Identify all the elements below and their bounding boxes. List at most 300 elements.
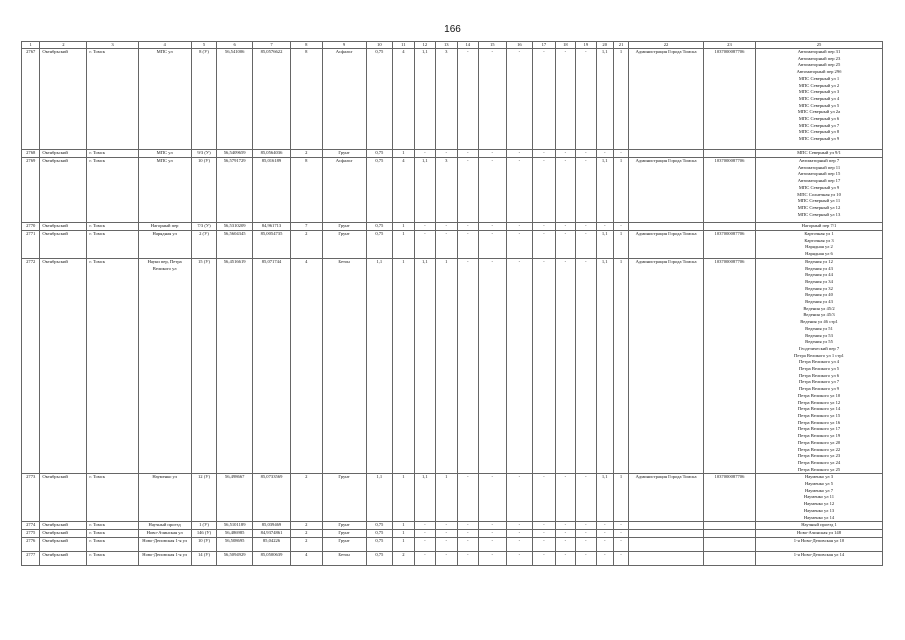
address-item: Нагорный пер 7/1 [801, 223, 837, 228]
column-number: 25 [756, 42, 883, 49]
roads-table [21, 41, 883, 566]
table-cell: - [414, 538, 435, 552]
column-number: 21 [613, 42, 628, 49]
column-number: 9 [322, 42, 366, 49]
table-cell: 1 [393, 258, 414, 474]
column-number: 7 [253, 42, 291, 49]
table-cell: - [555, 474, 575, 522]
table-cell: Нарядная ул [138, 231, 191, 259]
table-cell: Асфальт [322, 49, 366, 150]
address-item: МПС Северный ул 4 [798, 95, 840, 101]
table-cell: - [479, 522, 507, 530]
table-cell: 1 [393, 474, 414, 522]
table-cell: 2 [290, 530, 322, 538]
address-item: Петра Великого ул 24 [797, 459, 841, 465]
table-cell: Научный проезд [138, 522, 191, 530]
table-cell: Октябрьский [40, 474, 87, 522]
table-cell: 56,5604345 [217, 231, 253, 259]
table-cell [703, 538, 755, 552]
table-cell: 85,0054735 [253, 231, 291, 259]
table-cell [703, 150, 755, 158]
table-row [22, 538, 883, 552]
address-item: МПС Северный ул 7 [798, 122, 840, 128]
table-cell: Октябрьский [40, 49, 87, 150]
address-item: Геодезический пер 7 [798, 345, 840, 351]
column-number: 20 [596, 42, 613, 49]
table-cell: - [576, 474, 596, 522]
table-cell: 84,9374861 [253, 530, 291, 538]
table-cell: 56,5310209 [217, 223, 253, 231]
address-item: Петра Великого ул 5 [798, 366, 840, 372]
column-number: 19 [576, 42, 596, 49]
table-cell: - [457, 158, 478, 223]
table-cell: 85,0576622 [253, 49, 291, 150]
table-cell: - [576, 223, 596, 231]
address-item: МПС Северный ул 12 [797, 204, 841, 210]
table-cell: Нагорный пер [138, 223, 191, 231]
table-cell: 1 [393, 522, 414, 530]
table-cell: 1 [613, 49, 628, 150]
table-cell: - [436, 223, 457, 231]
table-cell: 1 (У) [191, 522, 217, 530]
address-item: Ведения ул 34 [805, 278, 833, 284]
table-cell [703, 223, 755, 231]
table-cell: 56,5101189 [217, 522, 253, 530]
table-cell: - [576, 231, 596, 259]
table-cell: - [436, 538, 457, 552]
address-item: Автоматорный пер 15 [797, 171, 841, 177]
address-item: Ведения ул 43 [805, 265, 833, 271]
address-item: Научный проезд 1 [801, 522, 837, 528]
table-cell: - [555, 258, 575, 474]
table-cell: - [457, 522, 478, 530]
table-cell: - [576, 552, 596, 566]
table-cell: 1 [393, 150, 414, 158]
address-item: Ведения ул 40 [805, 292, 833, 298]
address-item: Ведения ул 43 [805, 299, 833, 305]
table-cell: 2 [393, 552, 414, 566]
address-item: Нарядная ул 2 [805, 244, 833, 250]
column-number: 23 [703, 42, 755, 49]
table-cell: 0,75 [366, 522, 393, 530]
table-cell: - [457, 150, 478, 158]
column-number: 4 [138, 42, 191, 49]
address-item: Науменко ул 14 [803, 514, 835, 520]
table-cell [629, 522, 704, 530]
table-cell: 85,0564036 [253, 150, 291, 158]
table-cell: Октябрьский [40, 150, 87, 158]
address-item: МПС Северный ул 3 [798, 89, 840, 95]
table-cell: 1 [613, 158, 628, 223]
column-number: 1 [22, 42, 40, 49]
table-cell: - [576, 158, 596, 223]
table-cell: - [506, 223, 533, 231]
table-cell: 2 [290, 474, 322, 522]
table-cell: - [576, 522, 596, 530]
table-cell: 56,5094929 [217, 552, 253, 566]
table-cell: Ново-Ачинская ул [138, 530, 191, 538]
table-cell: - [613, 223, 628, 231]
table-cell: 1 [613, 231, 628, 259]
table-cell: 85,04226 [253, 538, 291, 552]
table-cell: 1 [613, 258, 628, 474]
table-cell: - [506, 530, 533, 538]
table-cell: - [596, 530, 613, 538]
table-row [22, 150, 883, 158]
address-item: Автоматорный пер 7 [798, 158, 840, 163]
table-cell: - [596, 150, 613, 158]
table-cell: - [533, 231, 555, 259]
address-item: Науменко ул 3 [804, 474, 834, 480]
table-cell: - [555, 150, 575, 158]
table-cell: г. Томск [87, 158, 138, 223]
table-cell: - [613, 530, 628, 538]
column-number: 12 [414, 42, 435, 49]
table-cell: 1,1 [596, 231, 613, 259]
address-item: Петра Великого ул 6 [798, 372, 840, 378]
table-cell: 85,039469 [253, 522, 291, 530]
table-cell: 1,1 [366, 258, 393, 474]
column-number: 11 [393, 42, 414, 49]
table-cell: - [414, 552, 435, 566]
address-list [756, 258, 883, 474]
table-cell: г. Томск [87, 258, 138, 474]
table-cell: 10 (У) [191, 538, 217, 552]
table-row [22, 474, 883, 522]
table-cell: 1 [393, 223, 414, 231]
table-cell: Администрация Города Томска [629, 231, 704, 259]
table-cell: 10 (У) [191, 158, 217, 223]
table-cell: Асфальт [322, 158, 366, 223]
table-cell: - [414, 223, 435, 231]
address-item: 1-я Ново-Деповская ул 10 [793, 538, 845, 544]
table-cell: Октябрьский [40, 223, 87, 231]
table-cell: - [457, 231, 478, 259]
table-cell: - [576, 538, 596, 552]
table-cell: 85,0733569 [253, 474, 291, 522]
table-cell: 0,75 [366, 552, 393, 566]
table-cell: 1,1 [414, 49, 435, 150]
table-cell: - [576, 530, 596, 538]
table-cell: - [436, 522, 457, 530]
address-item: Петра Великого ул 9 [798, 386, 840, 392]
table-cell: 2767 [22, 49, 40, 150]
column-number: 17 [533, 42, 555, 49]
table-cell: - [533, 49, 555, 150]
column-number-row [22, 42, 883, 49]
table-cell: - [555, 538, 575, 552]
table-cell: Бетон [322, 258, 366, 474]
table-cell: 2771 [22, 231, 40, 259]
table-cell: - [555, 231, 575, 259]
column-number: 16 [506, 42, 533, 49]
table-cell: Науменко ул [138, 474, 191, 522]
table-cell: Октябрьский [40, 530, 87, 538]
table-cell: 2776 [22, 538, 40, 552]
table-cell: - [506, 158, 533, 223]
table-cell: - [533, 552, 555, 566]
address-item: Петра Великого ул 22 [797, 446, 841, 452]
table-cell: - [596, 223, 613, 231]
table-cell: - [506, 150, 533, 158]
table-cell: 1,1 [414, 258, 435, 474]
table-cell: МПС ул [138, 49, 191, 150]
table-cell: - [555, 552, 575, 566]
table-cell: г. Томск [87, 552, 138, 566]
address-list [756, 538, 883, 552]
table-cell: - [479, 150, 507, 158]
table-cell: г. Томск [87, 223, 138, 231]
address-list [756, 474, 883, 522]
column-number: 22 [629, 42, 704, 49]
table-cell: - [479, 231, 507, 259]
table-cell: 1,1 [596, 158, 613, 223]
table-cell: 1037000087706 [703, 474, 755, 522]
table-cell: 2773 [22, 474, 40, 522]
table-cell: - [506, 231, 533, 259]
table-cell: Ново-Деповская 1-я ул [138, 552, 191, 566]
table-row [22, 530, 883, 538]
address-item: МПС Северный ул 6 [798, 116, 840, 122]
table-cell: - [506, 522, 533, 530]
table-cell: 4 [290, 552, 322, 566]
table-cell: 1 [393, 530, 414, 538]
table-cell: - [457, 530, 478, 538]
table-cell: г. Томск [87, 231, 138, 259]
address-item: Науменко ул 7 [804, 487, 834, 493]
table-cell: 2769 [22, 158, 40, 223]
address-item: Петра Великого ул 7 [798, 379, 840, 385]
table-cell: 0,75 [366, 150, 393, 158]
table-cell: - [457, 49, 478, 150]
table-cell: 1,1 [596, 49, 613, 150]
table-cell: 1,1 [596, 258, 613, 474]
address-item: МПС Северный ул 9/1 [797, 150, 841, 155]
table-cell [703, 530, 755, 538]
table-cell: - [436, 530, 457, 538]
table-cell: 1 [393, 231, 414, 259]
table-cell: - [479, 223, 507, 231]
table-cell: - [457, 538, 478, 552]
table-cell: 1 [613, 474, 628, 522]
table-cell: Бетон [322, 552, 366, 566]
address-item: Ведения ул 46 стр1 [800, 319, 838, 325]
table-cell: 56,5409659 [217, 150, 253, 158]
address-item: МПС Северный ул 5 [798, 102, 840, 108]
table-cell: Октябрьский [40, 552, 87, 566]
table-cell: 1,1 [596, 474, 613, 522]
table-row [22, 49, 883, 150]
table-cell: Администрация Города Томска [629, 49, 704, 150]
table-cell: 85,071744 [253, 258, 291, 474]
table-cell: 9/3 (У) [191, 150, 217, 158]
table-cell: 56,498667 [217, 474, 253, 522]
table-cell: - [457, 223, 478, 231]
address-item: Автоматорный пер 11 [797, 164, 841, 170]
address-item: Ведения ул 12 [805, 258, 833, 264]
address-item: МПС Солнечная ул 10 [797, 191, 841, 197]
address-item: Ведения ул 55 [805, 339, 833, 345]
table-cell: - [479, 49, 507, 150]
table-cell: - [436, 231, 457, 259]
column-number: 18 [555, 42, 575, 49]
table-cell: Грунт [322, 474, 366, 522]
table-cell: - [436, 150, 457, 158]
table-cell: 8 [290, 49, 322, 150]
table-cell: 0,75 [366, 231, 393, 259]
table-cell: МПС ул [138, 150, 191, 158]
table-cell [703, 522, 755, 530]
table-cell: - [414, 522, 435, 530]
table-cell: 4 [393, 49, 414, 150]
address-item: МПС Северный ул 2 [798, 82, 840, 88]
address-item: Ново-Ачинская ул 148 [796, 530, 842, 536]
table-cell: Ново-Деповская 1-я ул [138, 538, 191, 552]
address-list [756, 49, 883, 150]
table-cell: - [414, 150, 435, 158]
table-cell: 2 [290, 538, 322, 552]
address-item: МПС Северный ул 9 [798, 184, 840, 190]
table-cell: 15 (У) [191, 258, 217, 474]
table-cell: - [576, 258, 596, 474]
table-cell: - [613, 538, 628, 552]
table-cell [629, 223, 704, 231]
table-cell: - [479, 158, 507, 223]
table-cell: - [414, 231, 435, 259]
table-cell: - [506, 538, 533, 552]
table-cell: 2 (У) [191, 231, 217, 259]
table-cell: 84,961713 [253, 223, 291, 231]
address-item: МПС Северный ул 2а [797, 109, 841, 115]
table-cell: Октябрьский [40, 158, 87, 223]
address-item: МПС Северный ул 8 [798, 129, 840, 135]
address-item: Петра Великого ул 17 [797, 426, 841, 432]
table-cell: - [533, 150, 555, 158]
table-cell [629, 552, 704, 566]
column-number: 14 [457, 42, 478, 49]
table-cell: Грунт [322, 223, 366, 231]
table-cell: - [506, 474, 533, 522]
table-cell: 3 [436, 158, 457, 223]
address-item: Петра Великого ул 23 [797, 453, 841, 459]
table-cell: - [533, 223, 555, 231]
table-cell: 2775 [22, 530, 40, 538]
table-cell: 1037000087706 [703, 49, 755, 150]
table-cell: - [533, 522, 555, 530]
table-cell: 0,75 [366, 530, 393, 538]
table-cell: - [596, 522, 613, 530]
table-cell: - [613, 522, 628, 530]
address-list [756, 231, 883, 259]
table-cell: - [533, 258, 555, 474]
address-item: Науменко ул 13 [803, 507, 835, 513]
address-list [756, 223, 883, 231]
table-cell: - [576, 49, 596, 150]
address-item: Петра Великого ул 4 [798, 359, 840, 365]
table-cell: - [596, 552, 613, 566]
address-list [756, 150, 883, 158]
address-item: Карточная ул 1 [804, 231, 834, 236]
table-cell: 2774 [22, 522, 40, 530]
address-item: Автоматорный пер 29б [796, 69, 842, 75]
table-cell: г. Томск [87, 522, 138, 530]
table-cell: - [533, 474, 555, 522]
table-cell: - [555, 223, 575, 231]
table-cell: 2772 [22, 258, 40, 474]
table-cell: - [613, 150, 628, 158]
table-cell: 56,486985 [217, 530, 253, 538]
table-cell: Науки пер, Петра Великого ул [138, 258, 191, 474]
table-cell: - [479, 258, 507, 474]
address-item: Ведения ул 45/3 [803, 312, 835, 318]
table-cell: 1,1 [414, 474, 435, 522]
table-cell [629, 538, 704, 552]
table-cell: 1 [436, 258, 457, 474]
address-item: Ведения ул 51 [805, 325, 833, 331]
table-cell: - [479, 552, 507, 566]
table-cell [703, 552, 755, 566]
table-cell: - [533, 538, 555, 552]
column-number: 2 [40, 42, 87, 49]
table-cell: Октябрьский [40, 522, 87, 530]
table-cell: 7/3 (У) [191, 223, 217, 231]
table-cell: 2770 [22, 223, 40, 231]
address-item: Петра Великого ул 19 [797, 433, 841, 439]
table-cell: 1 [436, 474, 457, 522]
table-cell: - [533, 158, 555, 223]
table-cell: - [457, 552, 478, 566]
table-cell: Грунт [322, 522, 366, 530]
table-cell: - [457, 258, 478, 474]
table-cell: 1,1 [366, 474, 393, 522]
table-cell: 12 (У) [191, 474, 217, 522]
table-cell: МПС ул [138, 158, 191, 223]
address-item: Петра Великого ул 16 [797, 419, 841, 425]
address-item: Петра Великого ул 20 [797, 439, 841, 445]
address-item: Автоматорный пер 17 [797, 178, 841, 184]
address-item: МПС Северный ул 1 [798, 75, 840, 81]
table-cell: - [506, 258, 533, 474]
table-cell: - [479, 530, 507, 538]
column-number: 15 [479, 42, 507, 49]
table-cell: 56,541006 [217, 49, 253, 150]
table-cell: - [506, 552, 533, 566]
table-cell: - [555, 522, 575, 530]
column-number: 3 [87, 42, 138, 49]
table-cell: 0,75 [366, 158, 393, 223]
table-cell: 0,75 [366, 223, 393, 231]
address-item: Науменко ул 5 [804, 481, 834, 487]
table-cell: 1037000087706 [703, 231, 755, 259]
table-cell: 85,0500639 [253, 552, 291, 566]
table-row [22, 258, 883, 474]
table-cell: Администрация Города Томска [629, 258, 704, 474]
address-item: Науменко ул 11 [803, 494, 835, 500]
address-item: Автоматорный пер 23 [797, 55, 841, 61]
column-number: 6 [217, 42, 253, 49]
address-item: Петра Великого ул 25 [797, 466, 841, 472]
table-cell: 0,75 [366, 49, 393, 150]
table-cell: 85,016189 [253, 158, 291, 223]
column-number: 13 [436, 42, 457, 49]
table-cell: 3 [436, 49, 457, 150]
table-cell: 0,75 [366, 538, 393, 552]
table-cell: 1037000087706 [703, 258, 755, 474]
table-cell: 56,5791729 [217, 158, 253, 223]
table-cell: - [596, 538, 613, 552]
table-row [22, 552, 883, 566]
address-item: Петра Великого ул 1 стр1 [794, 352, 844, 358]
